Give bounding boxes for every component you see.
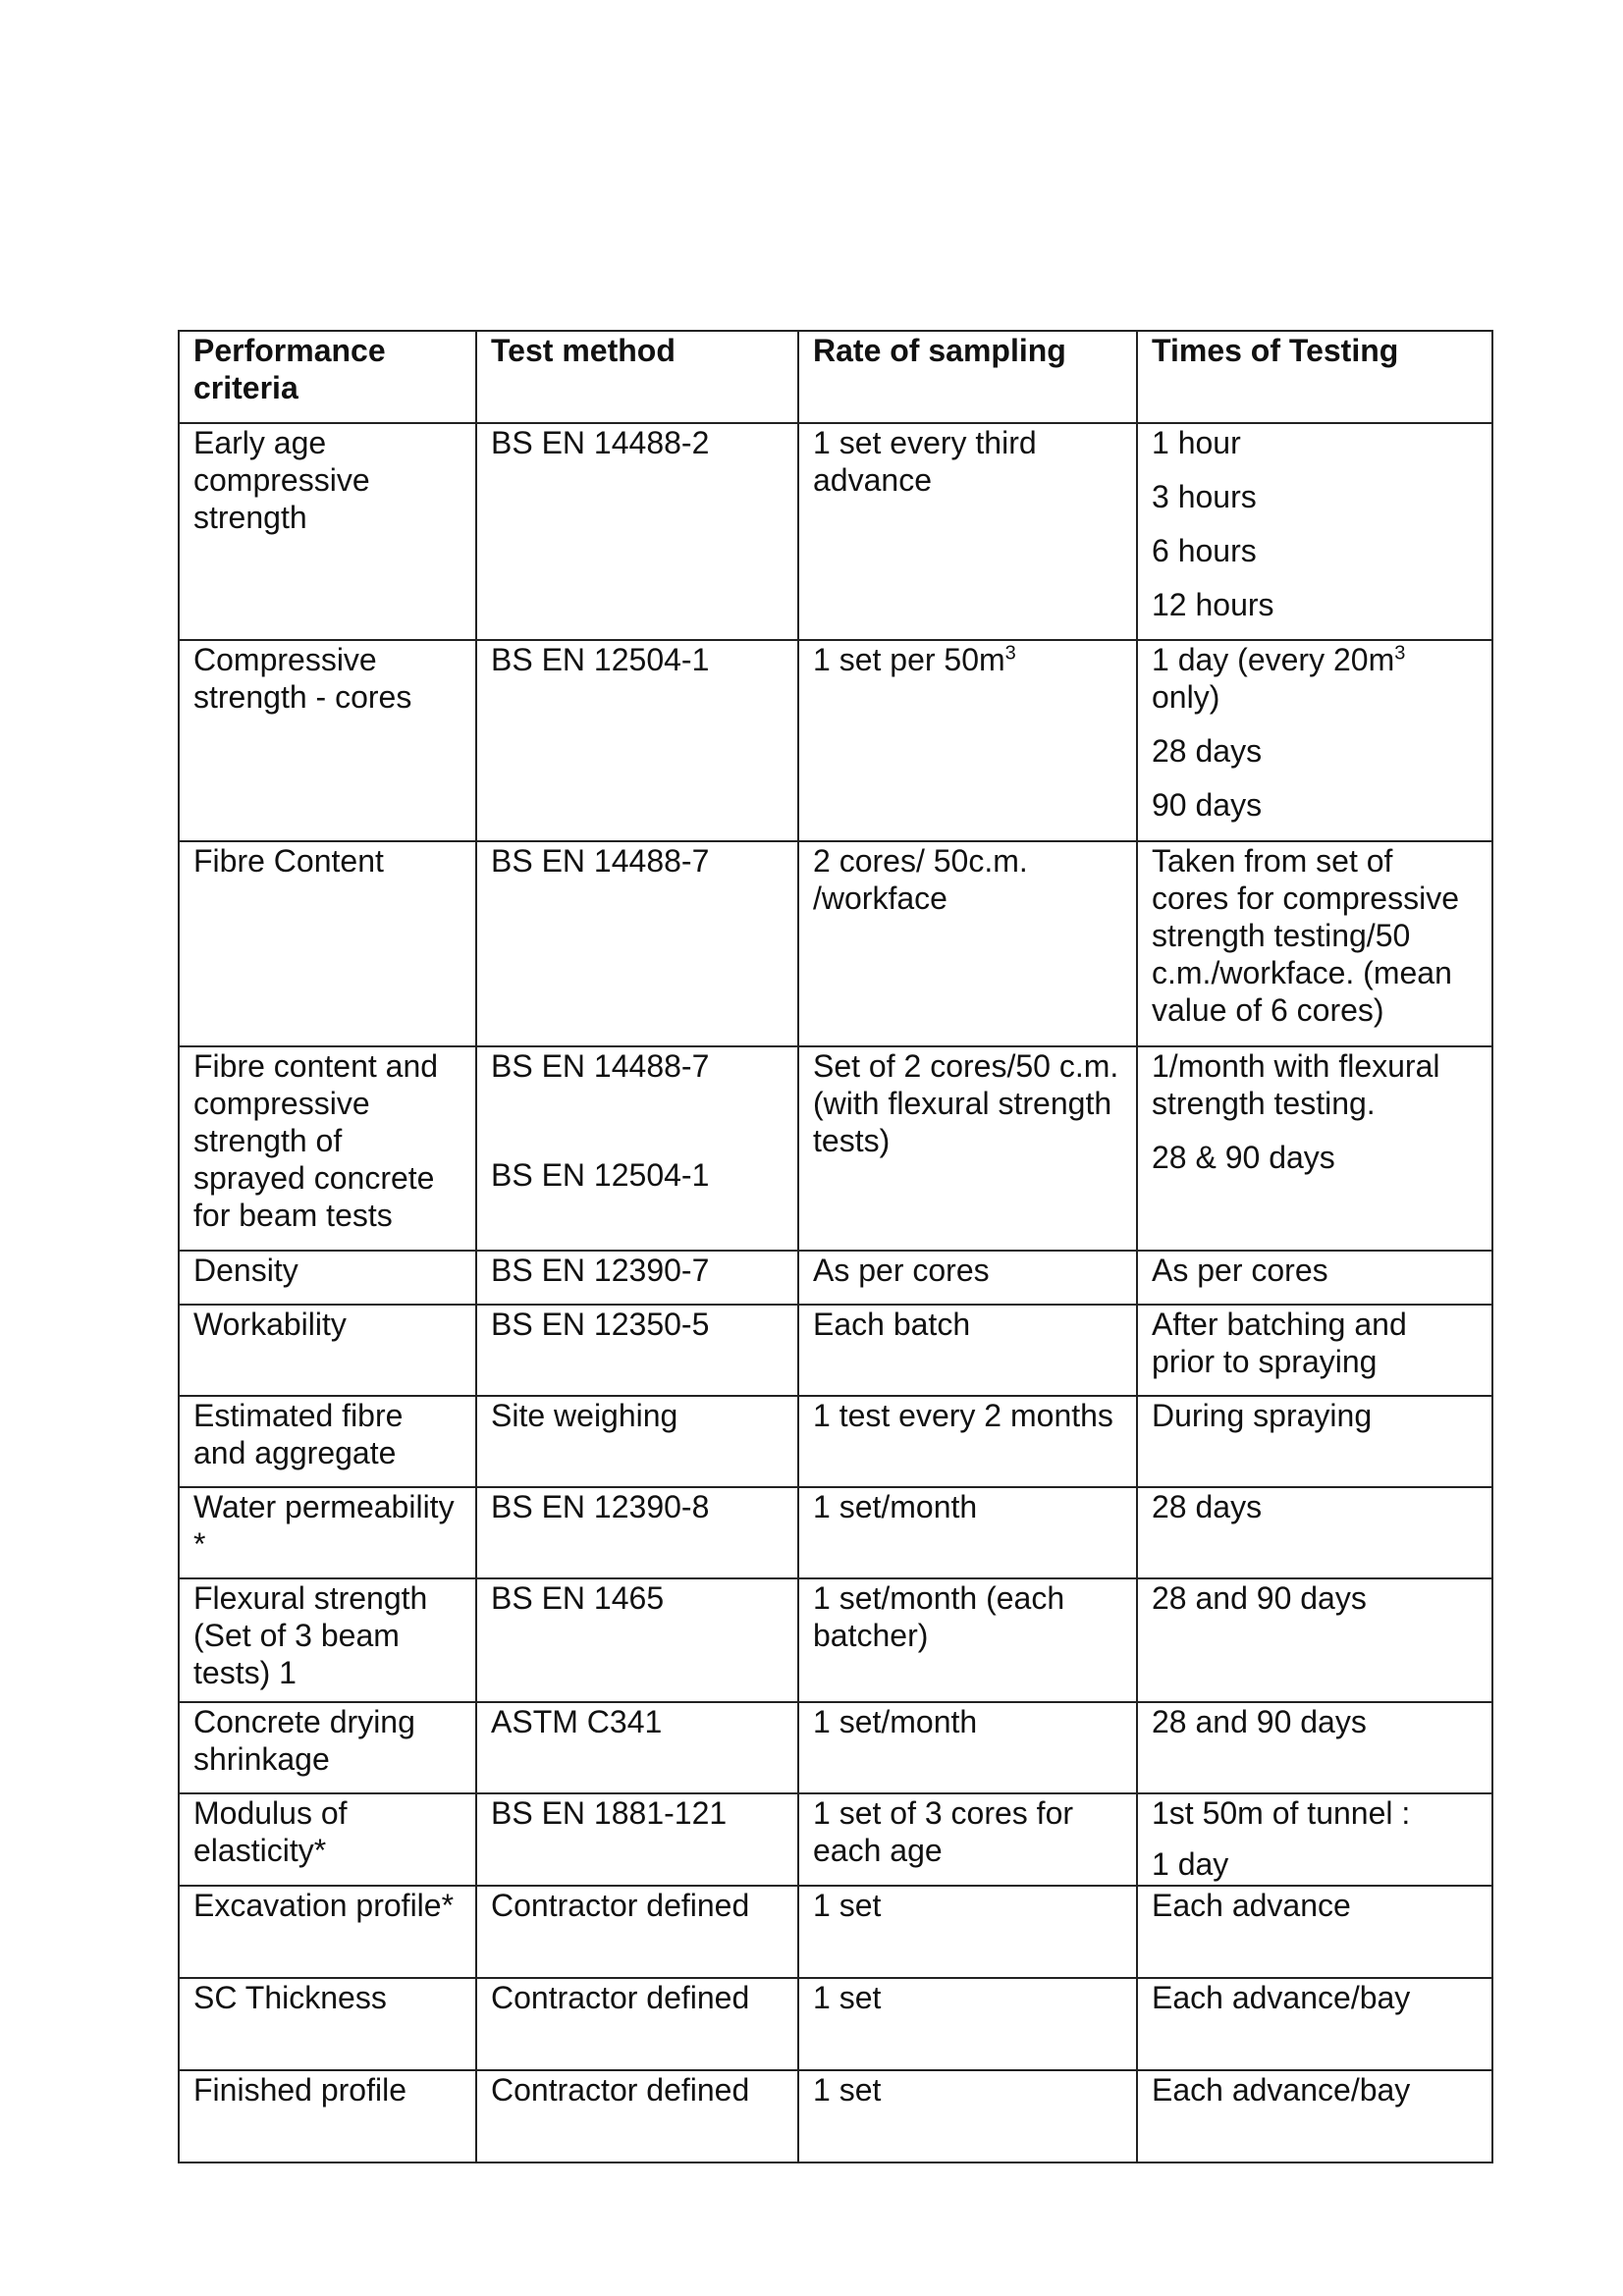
cell-times <box>1137 1046 1492 1251</box>
cell-criteria: Flexural strength (Set of 3 beam tests) 1 <box>179 1578 476 1702</box>
times-entry: 90 days <box>1152 787 1263 823</box>
cell-times: Taken from set of cores for compressive strength testing/50 c.m./workface. (mean value of 6 cores) <box>1137 841 1492 1046</box>
cell-times: 28 days <box>1137 1487 1492 1578</box>
table-row <box>179 1793 1492 1886</box>
cell-method: BS EN 12390-8 <box>476 1487 798 1578</box>
cell-times: During spraying <box>1137 1396 1492 1487</box>
times-entry: 1 hour <box>1152 425 1241 460</box>
table-row <box>179 1886 1492 1978</box>
cell-method: Contractor defined <box>476 1978 798 2070</box>
cell-rate: As per cores <box>798 1251 1137 1305</box>
cell-rate: 1 set <box>798 1886 1137 1978</box>
table-row <box>179 1305 1492 1396</box>
cell-method: BS EN 1465 <box>476 1578 798 1702</box>
table-row <box>179 423 1492 640</box>
times-entry: 12 hours <box>1152 587 1274 622</box>
cell-times: As per cores <box>1137 1251 1492 1305</box>
cell-rate: 1 test every 2 months <box>798 1396 1137 1487</box>
cell-criteria: Compressive strength - cores <box>179 640 476 841</box>
cell-method <box>476 1046 798 1251</box>
cell-times <box>1137 640 1492 841</box>
cell-method: ASTM C341 <box>476 1702 798 1793</box>
cell-times <box>1137 1793 1492 1886</box>
times-entry: 28 days <box>1152 733 1263 769</box>
cell-rate <box>798 640 1137 841</box>
table-row <box>179 841 1492 1046</box>
cell-criteria: Finished profile <box>179 2070 476 2163</box>
rate-text: 1 set per 50m <box>813 642 1005 677</box>
cell-criteria: Fibre content and compressive strength of sprayed concrete for beam tests <box>179 1046 476 1251</box>
cell-method: Contractor defined <box>476 2070 798 2163</box>
cell-criteria: Water permeability * <box>179 1487 476 1578</box>
cell-criteria: Estimated fibre and aggregate <box>179 1396 476 1487</box>
times-text-end: only) <box>1152 679 1220 715</box>
table-row <box>179 1396 1492 1487</box>
cell-criteria: Workability <box>179 1305 476 1396</box>
times-entry: 1/month with flexural strength testing. <box>1152 1048 1440 1121</box>
cell-criteria: SC Thickness <box>179 1978 476 2070</box>
table-row <box>179 1046 1492 1251</box>
header-times-of-testing: Times of Testing <box>1137 331 1492 423</box>
header-test-method: Test method <box>476 331 798 423</box>
cell-rate: 1 set every third advance <box>798 423 1137 640</box>
cell-rate: 1 set/month <box>798 1702 1137 1793</box>
cell-rate: Set of 2 cores/50 c.m. (with flexural strength tests) <box>798 1046 1137 1251</box>
cell-method: BS EN 14488-2 <box>476 423 798 640</box>
method-entry: BS EN 14488-7 <box>491 1048 710 1084</box>
times-entry <box>1152 641 1478 716</box>
cell-criteria: Density <box>179 1251 476 1305</box>
table-row <box>179 640 1492 841</box>
cell-times: Each advance <box>1137 1886 1492 1978</box>
method-entry: BS EN 12504-1 <box>491 1157 710 1193</box>
cell-rate: 1 set of 3 cores for each age <box>798 1793 1137 1886</box>
header-rate-of-sampling: Rate of sampling <box>798 331 1137 423</box>
header-performance-criteria: Performance criteria <box>179 331 476 423</box>
testing-requirements-table <box>178 330 1493 2163</box>
table-row <box>179 1251 1492 1305</box>
cell-criteria: Excavation profile* <box>179 1886 476 1978</box>
cell-times: Each advance/bay <box>1137 1978 1492 2070</box>
superscript-cubed: 3 <box>1004 642 1016 665</box>
cell-rate: 1 set/month (each batcher) <box>798 1578 1137 1702</box>
cell-criteria: Fibre Content <box>179 841 476 1046</box>
cell-criteria: Concrete drying shrinkage <box>179 1702 476 1793</box>
superscript-cubed: 3 <box>1394 642 1406 665</box>
cell-method: BS EN 12350-5 <box>476 1305 798 1396</box>
table-row <box>179 2070 1492 2163</box>
cell-rate: 1 set <box>798 2070 1137 2163</box>
cell-rate: 2 cores/ 50c.m. /workface <box>798 841 1137 1046</box>
cell-rate: Each batch <box>798 1305 1137 1396</box>
cell-rate: 1 set/month <box>798 1487 1137 1578</box>
times-entry-clipped: 1 day <box>1152 1846 1229 1882</box>
times-entry: 6 hours <box>1152 533 1257 568</box>
times-entry: 3 hours <box>1152 479 1257 514</box>
cell-times: Each advance/bay <box>1137 2070 1492 2163</box>
cell-method: BS EN 12390-7 <box>476 1251 798 1305</box>
table-row <box>179 1702 1492 1793</box>
cell-times: 28 and 90 days <box>1137 1702 1492 1793</box>
table-row <box>179 1578 1492 1702</box>
times-entry: 1st 50m of tunnel : <box>1152 1795 1411 1831</box>
cell-method: BS EN 14488-7 <box>476 841 798 1046</box>
cell-method: BS EN 1881-121 <box>476 1793 798 1886</box>
cell-times <box>1137 423 1492 640</box>
cell-criteria: Early age compressive strength <box>179 423 476 640</box>
times-clip <box>1152 1794 1478 1885</box>
times-text: 1 day (every 20m <box>1152 642 1395 677</box>
cell-method: BS EN 12504-1 <box>476 640 798 841</box>
cell-method: Contractor defined <box>476 1886 798 1978</box>
table-row <box>179 1487 1492 1578</box>
times-entry: 28 & 90 days <box>1152 1140 1335 1175</box>
cell-rate: 1 set <box>798 1978 1137 2070</box>
cell-method: Site weighing <box>476 1396 798 1487</box>
table-row <box>179 1978 1492 2070</box>
cell-times: 28 and 90 days <box>1137 1578 1492 1702</box>
table-header-row <box>179 331 1492 423</box>
cell-criteria: Modulus of elasticity* <box>179 1793 476 1886</box>
cell-times: After batching and prior to spraying <box>1137 1305 1492 1396</box>
